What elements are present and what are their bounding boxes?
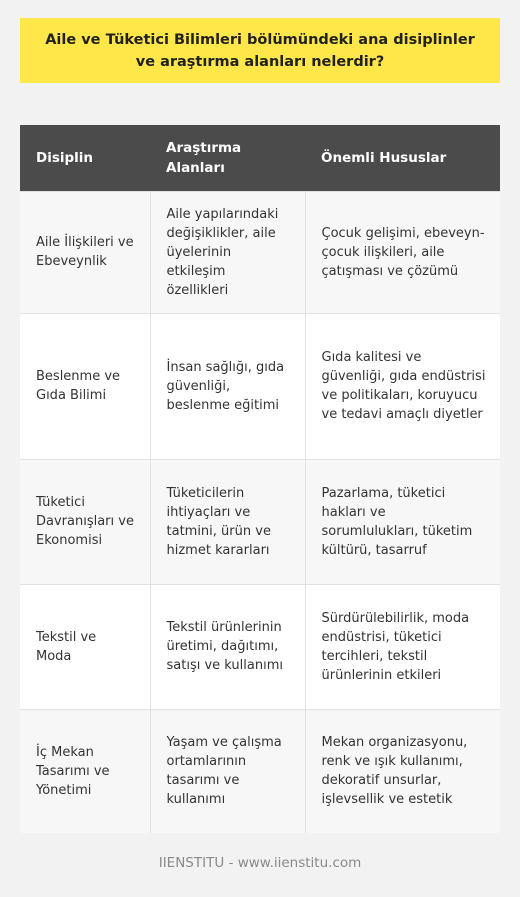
header-key-considerations: Önemli Hususlar xyxy=(305,125,500,191)
table-row xyxy=(20,709,500,833)
research-areas-cell: Tüketicilerin ihtiyaçları ve tatmini, ürün ve hizmet kararları xyxy=(150,459,305,584)
research-areas-cell: Yaşam ve çalışma ortamlarının tasarımı ve kullanımı xyxy=(150,709,305,833)
table-row xyxy=(20,584,500,709)
footer-credit: IIENSTITU - www.iienstitu.com xyxy=(158,855,362,871)
table-row xyxy=(20,459,500,584)
table-header-row xyxy=(20,125,500,191)
key-considerations-cell: Mekan organizasyonu, renk ve ışık kullanımı, dekoratif unsurlar, işlevsellik ve estetik xyxy=(305,709,500,833)
disciplines-table xyxy=(20,125,500,833)
page-title: Aile ve Tüketici Bilimleri bölümündeki ana disiplinler ve araştırma alanları nelerdir? xyxy=(45,31,475,70)
table-row xyxy=(20,313,500,459)
key-considerations-cell: Sürdürülebilirlik, moda endüstrisi, tüketici tercihleri, tekstil ürünlerinin etkileri xyxy=(305,584,500,709)
research-areas-cell: İnsan sağlığı, gıda güvenliği, beslenme eğitimi xyxy=(150,313,305,459)
key-considerations-cell: Çocuk gelişimi, ebeveyn-çocuk ilişkileri, aile çatışması ve çözümü xyxy=(305,191,500,313)
header-discipline: Disiplin xyxy=(20,125,150,191)
title-banner xyxy=(20,18,500,83)
key-considerations-cell: Pazarlama, tüketici hakları ve sorumlulukları, tüketim kültürü, tasarruf xyxy=(305,459,500,584)
discipline-cell: Beslenme ve Gıda Bilimi xyxy=(20,313,150,459)
discipline-cell: Tüketici Davranışları ve Ekonomisi xyxy=(20,459,150,584)
discipline-cell: Aile İlişkileri ve Ebeveynlik xyxy=(20,191,150,313)
key-considerations-cell: Gıda kalitesi ve güvenliği, gıda endüstrisi ve politikaları, koruyucu ve tedavi amaçlı diyetler xyxy=(305,313,500,459)
header-research-areas: Araştırma Alanları xyxy=(150,125,305,191)
research-areas-cell: Aile yapılarındaki değişiklikler, aile üyelerinin etkileşim özellikleri xyxy=(150,191,305,313)
discipline-cell: Tekstil ve Moda xyxy=(20,584,150,709)
discipline-cell: İç Mekan Tasarımı ve Yönetimi xyxy=(20,709,150,833)
table-row xyxy=(20,191,500,313)
research-areas-cell: Tekstil ürünlerinin üretimi, dağıtımı, satışı ve kullanımı xyxy=(150,584,305,709)
